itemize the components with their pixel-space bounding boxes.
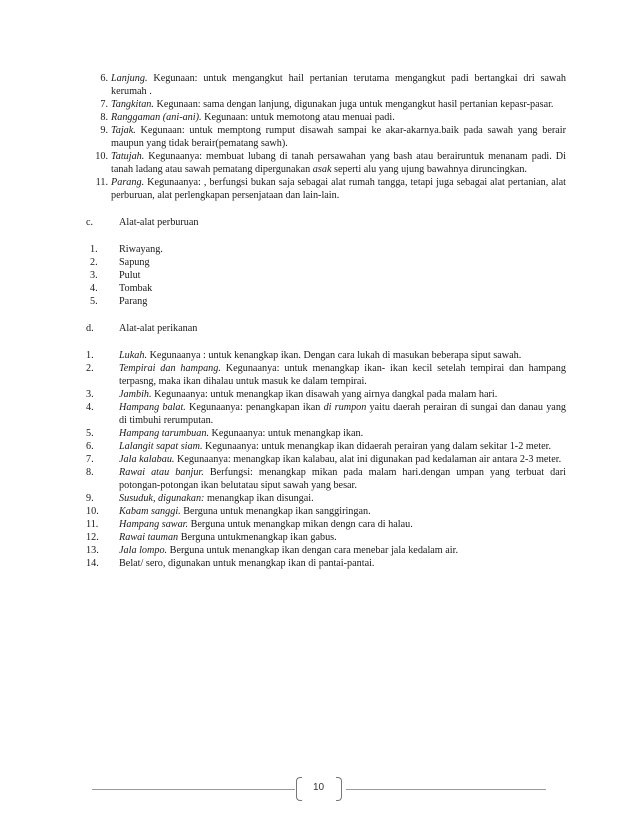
footer-rule-right [346, 789, 546, 790]
fishing-tool-item [86, 427, 566, 440]
list-item-number: 7. [100, 99, 108, 110]
list-item-number: 9. [100, 125, 108, 136]
item-text: Berguna untuk menangkap ikan sanggiringan. [180, 506, 371, 517]
item-text: Berguna untuk menangkap mikan dengn cara di halau. [188, 519, 413, 530]
list-item-number: 5. [86, 428, 94, 439]
list-item-number: 7. [86, 454, 94, 465]
section-d-label: d. [86, 323, 94, 334]
section-d-title: Alat-alat perikanan [119, 323, 198, 334]
item-term: Hampang tarumbuan. [119, 428, 209, 439]
agriculture-tool-item [86, 124, 566, 150]
document-body [86, 72, 566, 570]
item-text: Kegunaanya: untuk menangkap ikan. [209, 428, 364, 439]
item-text: Pulut [119, 270, 141, 281]
item-text: Kegunaan: untuk memotong atau menuai padi. [201, 112, 395, 123]
fishing-tool-item [86, 544, 566, 557]
fishing-tool-item [86, 362, 566, 388]
list-item-number: 6. [100, 73, 108, 84]
item-term: Hampang balat. [119, 402, 186, 413]
list-item-number: 9. [86, 493, 94, 504]
agriculture-tools-list [86, 72, 566, 202]
item-text: Kegunaanya: untuk menangkap ikan disawah yang airnya dangkal pada malam hari. [151, 389, 498, 400]
list-item-number: 11. [86, 519, 99, 530]
fishing-tool-item [86, 505, 566, 518]
list-item-number: 8. [100, 112, 108, 123]
item-term: Jala kalabau. [119, 454, 175, 465]
list-item-number: 10. [95, 151, 108, 162]
item-term: Kabam sanggi. [119, 506, 181, 517]
page-number: 10 [312, 782, 325, 793]
fishing-tool-item [86, 453, 566, 466]
item-text: Berfungsi: menangkap mikan pada malam hari.dengan umpan yang terbuat dari potongan-potongan ikan belutatau siput sawah yang besar. [119, 467, 567, 491]
list-item-number: 6. [86, 441, 94, 452]
item-text: Berguna untuk menangkap ikan dengan cara menebar jala kedalam air. [167, 545, 458, 556]
item-term: Susuduk, digunakan: [119, 493, 205, 504]
item-text: Kegunaanya: membuat lubang di tanah persawahan yang bash atau berairuntuk menanam padi. Di tanah ladang atau sawah pematang dipergunakan [111, 151, 566, 175]
agriculture-tool-item [86, 111, 566, 124]
item-term: Tangkitan. [111, 99, 154, 110]
item-text: Kegunaanya: menangkap ikan kalabau, alat ini digunakan pad kedalaman air antara 2-3 meter. [174, 454, 562, 465]
list-item-number: 14. [86, 558, 99, 569]
list-item-number: 8. [86, 467, 94, 478]
list-item-number: 10. [86, 506, 99, 517]
hunting-tool-item [86, 243, 566, 256]
item-text: menangkap ikan disungai. [204, 493, 314, 504]
agriculture-tool-item [86, 72, 566, 98]
item-text: Kegunaan: untuk mengangkut hail pertanian terutama mengangkut padi bertangkai dri sawah kerumah . [111, 73, 566, 97]
list-item-number: 3. [90, 270, 98, 281]
section-d-heading [86, 322, 566, 335]
item-text: Riwayang. [119, 244, 163, 255]
list-item-number: 3. [86, 389, 94, 400]
list-item-number: 5. [90, 296, 98, 307]
item-text: yaitu daerah perairan di sungai dan danau yang di timbuhi rerumputan. [119, 402, 567, 426]
item-text: Parang [119, 296, 148, 307]
fishing-tool-item [86, 518, 566, 531]
item-term: Rawai atau banjur. [119, 467, 204, 478]
item-term: Jala lompo. [119, 545, 168, 556]
agriculture-tool-item [86, 98, 566, 111]
item-text: Kegunaanya: , berfungsi bukan saja sebagai alat rumah tangga, tetapi juga sebagai alat pertanian, alat perburuan, alat perlengkapan persenjataan dan lain-lain. [111, 177, 566, 201]
item-term: Hampang sawar. [119, 519, 189, 530]
list-item-number: 11. [95, 177, 108, 188]
section-c-label: c. [86, 217, 94, 228]
item-text: seperti alu yang ujung bawahnya diruncingkan. [331, 164, 527, 175]
list-item-number: 1. [90, 244, 98, 255]
item-term: Jambih. [119, 389, 152, 400]
section-c-title: Alat-alat perburuan [119, 217, 199, 228]
item-text: Sapung [119, 257, 150, 268]
footer-rule-left [92, 789, 295, 790]
hunting-tool-item [86, 295, 566, 308]
list-item-number: 2. [90, 257, 98, 268]
hunting-tools-list [86, 243, 566, 308]
list-item-number: 13. [86, 545, 99, 556]
item-term: Lukah. [119, 350, 148, 361]
item-text: Kegunaanya: untuk menangkap ikan didaerah perairan yang dalam sekitar 1-2 meter. [202, 441, 552, 452]
fishing-tool-item [86, 466, 566, 492]
item-term: Tatujah. [111, 151, 145, 162]
item-text: Kegunaan: sama dengan lanjung, digunakan juga untuk mengangkut hasil pertanian kepasr-pasar. [153, 99, 554, 110]
item-term: Tempirai dan hampang. [119, 363, 221, 374]
page-footer [0, 775, 638, 805]
item-text: Kegunaan: untuk memptong rumput disawah sampai ke akar-akarnya.baik pada sawah yang berair maupun yang tidak berair(pematang sawh). [111, 125, 566, 149]
item-term: Tajak. [111, 125, 136, 136]
item-term: Lalangit sapat siam. [119, 441, 203, 452]
fishing-tool-item [86, 401, 566, 427]
section-c-heading [86, 216, 566, 229]
item-text: Tombak [119, 283, 153, 294]
fishing-tool-item [86, 557, 566, 570]
item-term: Ranggaman (ani-ani). [111, 112, 202, 123]
item-text: Belat/ sero, digunakan untuk menangkap ikan di pantai-pantai. [119, 558, 375, 569]
list-item-number: 4. [86, 402, 94, 413]
fishing-tool-item [86, 388, 566, 401]
list-item-number: 4. [90, 283, 98, 294]
fishing-tool-item [86, 349, 566, 362]
item-text: Kegunaanya: penangkapan ikan [185, 402, 324, 413]
fishing-tools-list [86, 349, 566, 570]
hunting-tool-item [86, 282, 566, 295]
fishing-tool-item [86, 531, 566, 544]
list-item-number: 12. [86, 532, 99, 543]
item-text: Berguna untukmenangkap ikan gabus. [178, 532, 337, 543]
item-text: Kegunaanya: untuk menangkap ikan- ikan kecil setelah tempirai dan hampang terpasng, maka ikan dihalau untuk masuk ke dalam tempirai. [119, 363, 566, 387]
agriculture-tool-item [86, 176, 566, 202]
hunting-tool-item [86, 269, 566, 282]
item-term: di rumpon [323, 402, 367, 413]
item-term: Parang. [111, 177, 145, 188]
hunting-tool-item [86, 256, 566, 269]
list-item-number: 2. [86, 363, 94, 374]
fishing-tool-item [86, 440, 566, 453]
item-term: Lanjung. [111, 73, 148, 84]
agriculture-tool-item [86, 150, 566, 176]
list-item-number: 1. [86, 350, 94, 361]
item-term: asak [312, 164, 332, 175]
item-term: Rawai tauman [119, 532, 179, 543]
item-text: Kegunaanya : untuk kenangkap ikan. Dengan cara lukah di masukan beberapa siput sawah. [147, 350, 522, 361]
fishing-tool-item [86, 492, 566, 505]
page-number-bracket-right [336, 777, 342, 801]
